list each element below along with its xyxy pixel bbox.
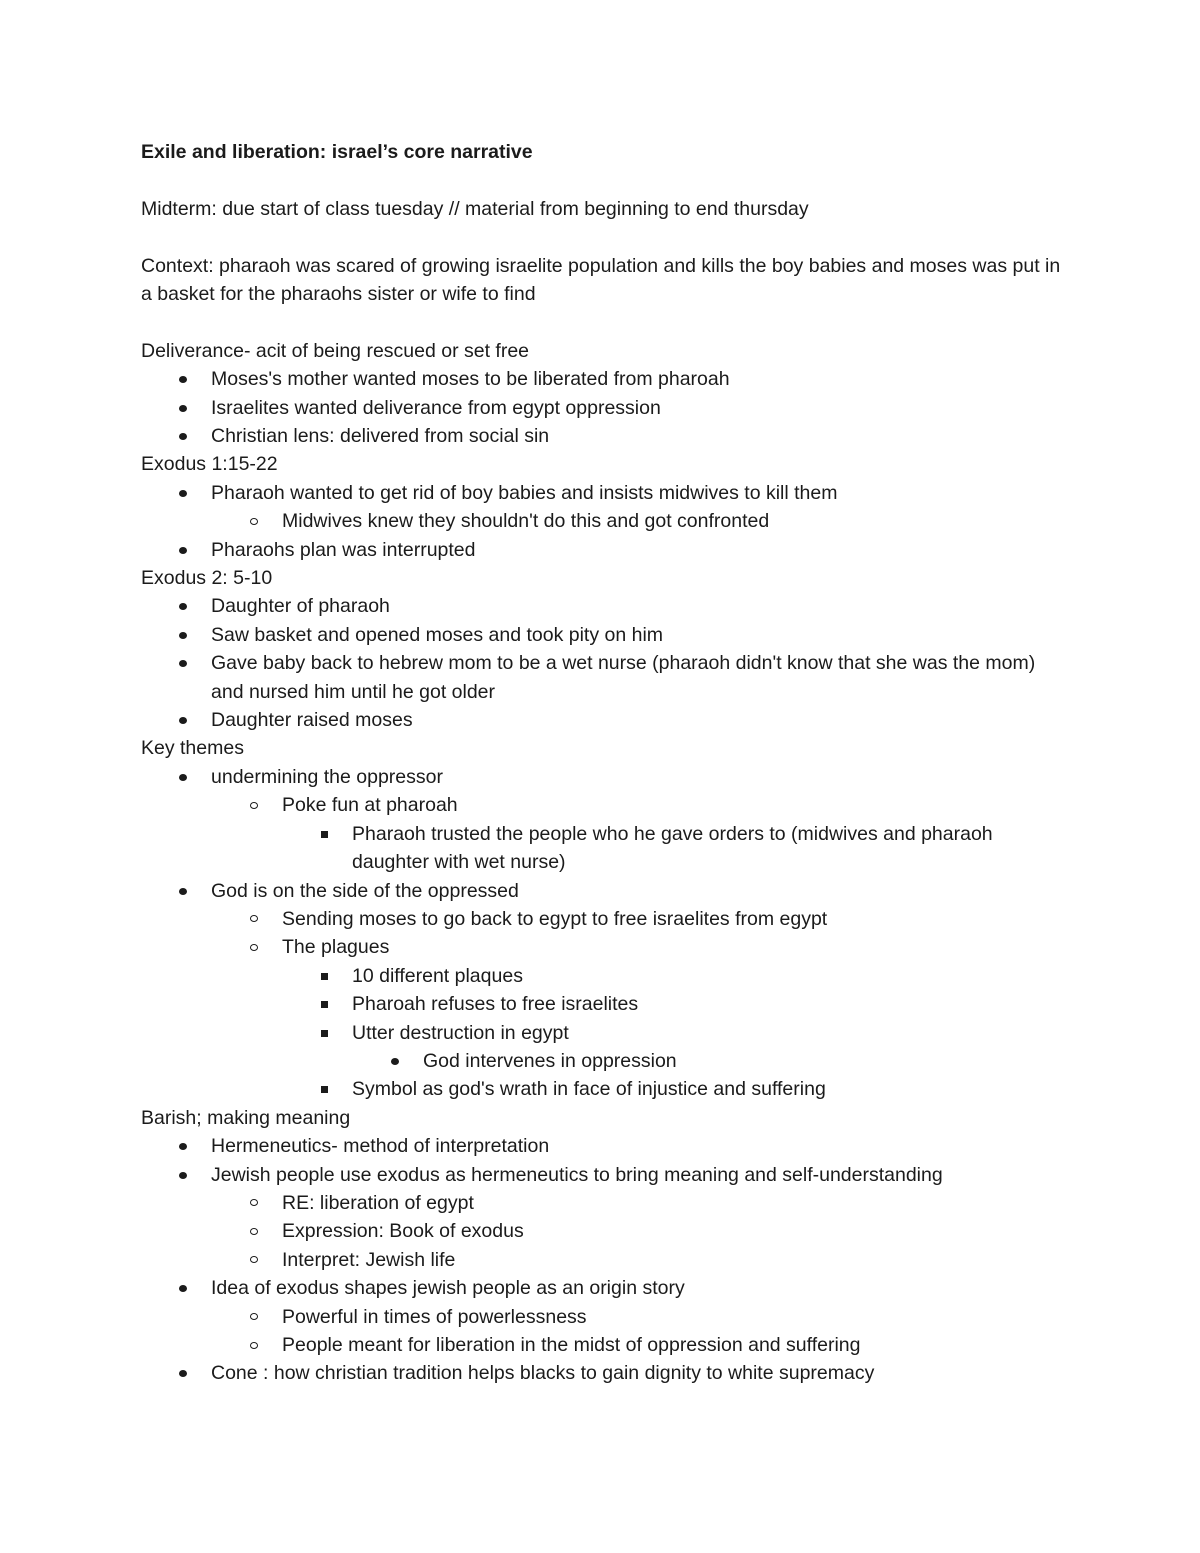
list-item: Midwives knew they shouldn't do this and got confronted (141, 507, 1071, 535)
midterm-note: Midterm: due start of class tuesday // material from beginning to end thursday (141, 197, 809, 220)
list-item: Pharaoh wanted to get rid of boy babies and insists midwives to kill them (141, 479, 1071, 507)
context-paragraph: Context: pharaoh was scared of growing israelite population and kills the boy babies and moses was put in a basket for the pharaohs sister or wife to find (141, 254, 1061, 305)
bullet-disc-icon (179, 433, 187, 440)
deliverance-list (141, 365, 1071, 450)
section-heading-exodus-2: Exodus 2: 5-10 (141, 567, 273, 590)
list-item: Idea of exodus shapes jewish people as an origin story (141, 1274, 1071, 1302)
bullet-circle-icon (250, 1342, 258, 1349)
bullet-disc-icon (179, 717, 187, 724)
bullet-circle-icon (250, 944, 258, 951)
bullet-circle-icon (250, 1313, 258, 1320)
bullet-disc-icon (179, 376, 187, 383)
list-item: Daughter of pharaoh (141, 592, 1071, 620)
list-item: Cone : how christian tradition helps blacks to gain dignity to white supremacy (141, 1359, 1071, 1387)
document-title: Exile and liberation: israel’s core narrative (141, 141, 533, 163)
list-item: RE: liberation of egypt (141, 1189, 1071, 1217)
bullet-disc-icon (179, 1285, 187, 1292)
list-item: Moses's mother wanted moses to be liberated from pharoah (141, 365, 1071, 393)
bullet-circle-icon (250, 1199, 258, 1206)
list-item: Pharoah refuses to free israelites (141, 990, 1071, 1018)
list-item: Daughter raised moses (141, 706, 1071, 734)
bullet-circle-icon (250, 518, 258, 525)
list-item: Pharaoh trusted the people who he gave orders to (midwives and pharaoh daughter with wet nurse) (141, 820, 1071, 877)
list-item: Hermeneutics- method of interpretation (141, 1132, 1071, 1160)
list-item: Symbol as god's wrath in face of injustice and suffering (141, 1075, 1071, 1103)
bullet-disc-icon (179, 774, 187, 781)
bullet-disc-icon (179, 405, 187, 412)
list-item: God is on the side of the oppressed (141, 877, 1071, 905)
bullet-disc-icon (179, 888, 187, 895)
list-item: Expression: Book of exodus (141, 1217, 1071, 1245)
bullet-disc-icon (391, 1058, 399, 1065)
bullet-circle-icon (250, 1228, 258, 1235)
bullet-square-icon (321, 1001, 328, 1008)
list-item: Israelites wanted deliverance from egypt oppression (141, 394, 1071, 422)
list-item: Gave baby back to hebrew mom to be a wet nurse (pharaoh didn't know that she was the mom) and nursed him until he got older (141, 649, 1071, 706)
section-heading-key-themes: Key themes (141, 737, 244, 760)
section-heading-exodus-1: Exodus 1:15-22 (141, 453, 278, 476)
list-item: Utter destruction in egypt (141, 1019, 1071, 1047)
bullet-square-icon (321, 1086, 328, 1093)
bullet-disc-icon (179, 660, 187, 667)
exodus-2-list (141, 592, 1071, 734)
bullet-circle-icon (250, 1256, 258, 1263)
bullet-disc-icon (179, 1172, 187, 1179)
bullet-disc-icon (179, 1370, 187, 1377)
list-item: Christian lens: delivered from social sin (141, 422, 1071, 450)
bullet-square-icon (321, 973, 328, 980)
bullet-square-icon (321, 831, 328, 838)
list-item: Sending moses to go back to egypt to free israelites from egypt (141, 905, 1071, 933)
bullet-disc-icon (179, 603, 187, 610)
list-item: Powerful in times of powerlessness (141, 1303, 1071, 1331)
list-item: God intervenes in oppression (141, 1047, 1071, 1075)
list-item: The plagues (141, 933, 1071, 961)
bullet-circle-icon (250, 802, 258, 809)
list-item: People meant for liberation in the midst of oppression and suffering (141, 1331, 1071, 1359)
list-item: undermining the oppressor (141, 763, 1071, 791)
document-body (141, 138, 1071, 1388)
bullet-disc-icon (179, 547, 187, 554)
bullet-disc-icon (179, 1143, 187, 1150)
list-item: Pharaohs plan was interrupted (141, 536, 1071, 564)
section-heading-deliverance: Deliverance- acit of being rescued or set free (141, 339, 530, 362)
list-item: Saw basket and opened moses and took pity on him (141, 621, 1071, 649)
bullet-square-icon (321, 1030, 328, 1037)
exodus-1-list (141, 479, 1071, 564)
bullet-disc-icon (179, 632, 187, 639)
bullet-disc-icon (179, 490, 187, 497)
list-item: 10 different plaques (141, 962, 1071, 990)
list-item: Jewish people use exodus as hermeneutics to bring meaning and self-understanding (141, 1161, 1071, 1189)
list-item: Poke fun at pharoah (141, 791, 1071, 819)
key-themes-list (141, 763, 1071, 1104)
list-item: Interpret: Jewish life (141, 1246, 1071, 1274)
section-heading-barish: Barish; making meaning (141, 1106, 351, 1129)
barish-list (141, 1132, 1071, 1388)
bullet-circle-icon (250, 915, 258, 922)
